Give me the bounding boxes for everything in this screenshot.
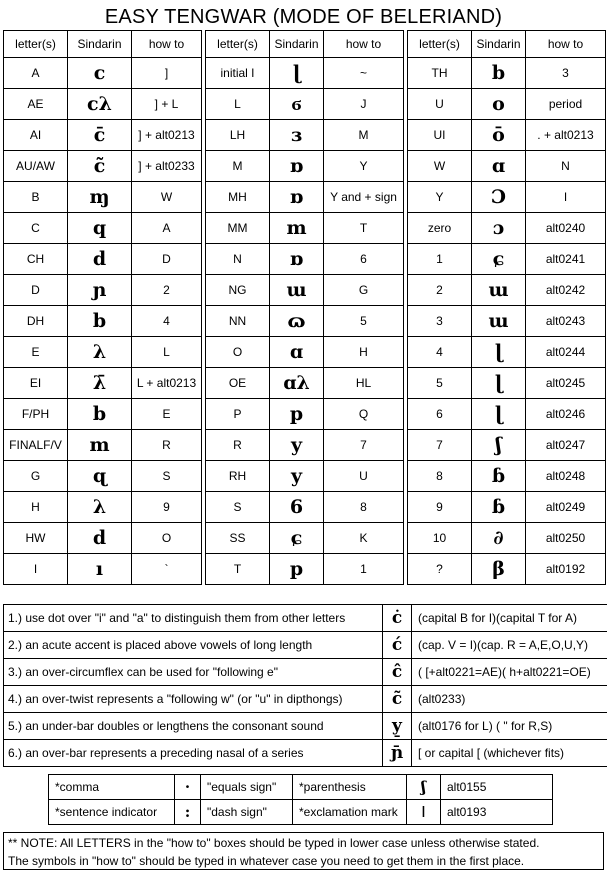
letter-cell: SS [206,523,270,554]
tengwar-glyph: ɭ [270,58,324,89]
how-to-cell: alt0247 [526,430,606,461]
tengwar-glyph: p [270,554,324,585]
punctuation-row [49,775,553,800]
letter-row [206,306,404,337]
note-text: 5.) an under-bar doubles or lengthens the consonant sound [8,719,324,733]
note-row [4,713,607,740]
letter-cell: P [206,399,270,430]
how-to-cell: Y and + sign [324,182,404,213]
punct-label: *sentence indicator [49,800,175,825]
tengwar-glyph: ɲ [68,275,132,306]
letter-row [206,337,404,368]
how-to-cell: Q [324,399,404,430]
letter-cell: initial I [206,58,270,89]
how-to-cell: ` [132,554,202,585]
letter-cell: S [206,492,270,523]
letter-row [408,58,606,89]
how-to-cell: 7 [324,430,404,461]
letter-cell: 6 [408,399,472,430]
how-to-cell: alt0244 [526,337,606,368]
punct-label: *exclamation mark [293,800,407,825]
tengwar-glyph: ɜ [270,120,324,151]
letter-row [4,244,202,275]
letter-cell: W [408,151,472,182]
note-extra: [ or capital [ (whichever fits) [418,746,565,760]
diacritic-notes [3,604,607,767]
how-to-cell: ] + alt0213 [132,120,202,151]
how-to-header: how to [132,31,202,58]
how-to-cell: alt0242 [526,275,606,306]
letter-header: letter(s) [4,31,68,58]
tengwar-glyph: Ɔ [472,182,526,213]
note-text: 2.) an acute accent is placed above vowels of long length [8,638,313,652]
tengwar-glyph: λ [68,337,132,368]
letter-cell: ? [408,554,472,585]
how-to-cell: alt0248 [526,461,606,492]
letter-cell: MM [206,213,270,244]
letter-row [206,120,404,151]
tengwar-glyph: ɭ [472,337,526,368]
punct-keystroke: "equals sign" [201,775,293,800]
how-to-cell: L [132,337,202,368]
tengwar-glyph: m [270,213,324,244]
how-to-cell: 6 [324,244,404,275]
note-row [4,605,607,632]
letter-cell: T [206,554,270,585]
letter-row [4,120,202,151]
punct-symbol: ǀ [407,800,441,825]
letter-row [206,213,404,244]
how-to-cell: alt0192 [526,554,606,585]
letter-cell: 10 [408,523,472,554]
letter-row [206,461,404,492]
tengwar-glyph: ɒ [270,182,324,213]
letter-row [408,368,606,399]
letter-cell: C [4,213,68,244]
letter-cell: AU/AW [4,151,68,182]
how-to-cell: T [324,213,404,244]
how-to-cell: ] + L [132,89,202,120]
letter-cell: MH [206,182,270,213]
tengwar-glyph: ɱ [68,182,132,213]
tengwar-glyph: ϭ [270,89,324,120]
letter-row [4,89,202,120]
letter-row [4,430,202,461]
tengwar-glyph: ɭ [472,368,526,399]
letter-row [408,120,606,151]
how-to-cell: M [324,120,404,151]
tengwar-glyph: ɒ [270,244,324,275]
note-glyph: ɲ̄ [382,740,412,766]
letter-cell: I [4,554,68,585]
tengwar-glyph: m [68,430,132,461]
tengwar-glyph: b [472,58,526,89]
letter-row [408,337,606,368]
how-to-cell: J [324,89,404,120]
letter-cell: U [408,89,472,120]
letter-row [408,275,606,306]
tengwar-glyph: ɯ [270,275,324,306]
tengwar-glyph: ɑ [270,337,324,368]
tengwar-glyph: ō [472,120,526,151]
tengwar-glyph: p [270,399,324,430]
letter-cell: 3 [408,306,472,337]
tengwar-glyph: d [68,244,132,275]
how-to-cell: 5 [324,306,404,337]
how-to-cell: alt0246 [526,399,606,430]
letter-table-2 [205,30,404,585]
letter-row [408,523,606,554]
letter-row [4,58,202,89]
punct-keystroke: "dash sign" [201,800,293,825]
letter-row [408,182,606,213]
note-row [4,659,607,686]
letter-cell: H [4,492,68,523]
letter-row [206,58,404,89]
how-to-cell: U [324,461,404,492]
letter-cell: 2 [408,275,472,306]
letter-cell: 9 [408,492,472,523]
how-to-cell: L + alt0213 [132,368,202,399]
tengwar-glyph: ɑλ [270,368,324,399]
header-row [4,31,202,58]
letter-cell: AI [4,120,68,151]
how-to-cell: HL [324,368,404,399]
letter-cell: 8 [408,461,472,492]
how-to-header: how to [324,31,404,58]
note-extra: ( [+alt0221=AE)( h+alt0221=OE) [418,665,591,679]
letter-cell: O [206,337,270,368]
letter-cell: LH [206,120,270,151]
how-to-cell: alt0245 [526,368,606,399]
letter-cell: G [4,461,68,492]
tengwar-glyph: ∂ [472,523,526,554]
letter-cell: 1 [408,244,472,275]
letter-row [4,306,202,337]
letter-row [206,523,404,554]
letter-row [408,213,606,244]
letter-table-3 [407,30,606,585]
tengwar-glyph: ɕ [270,523,324,554]
letter-cell: L [206,89,270,120]
letter-cell: zero [408,213,472,244]
how-to-cell: ] + alt0233 [132,151,202,182]
letter-row [408,461,606,492]
note-glyph: ĉ [382,659,412,685]
tengwar-glyph: 6 [270,492,324,523]
letter-row [206,399,404,430]
letter-row [4,337,202,368]
footer-note [3,832,604,870]
punct-symbol: ʃ [407,775,441,800]
letter-row [408,399,606,430]
note-text: 3.) an over-circumflex can be used for "following e" [8,665,278,679]
tengwar-glyph: cλ [68,89,132,120]
tengwar-glyph: ɷ [270,306,324,337]
tengwar-glyph: ɔ [472,213,526,244]
how-to-cell: I [526,182,606,213]
footer-line-2: The symbols in "how to" should be typed in whatever case you need to get them in the first place. [8,854,525,868]
letter-row [4,182,202,213]
letter-cell: CH [4,244,68,275]
tengwar-glyph: b [68,306,132,337]
letter-row [4,461,202,492]
letter-cell: 4 [408,337,472,368]
note-glyph: c̃ [382,686,412,712]
punct-label: *parenthesis [293,775,407,800]
letter-row [4,275,202,306]
letter-cell: B [4,182,68,213]
letter-row [206,492,404,523]
letter-cell: HW [4,523,68,554]
letter-cell: E [4,337,68,368]
how-to-cell: 8 [324,492,404,523]
note-text: 6.) an over-bar represents a preceding nasal of a series [8,746,304,760]
letter-cell: M [206,151,270,182]
how-to-cell: alt0241 [526,244,606,275]
letter-cell: A [4,58,68,89]
note-row [4,686,607,713]
how-to-cell: G [324,275,404,306]
letter-cell: N [206,244,270,275]
letter-table-1 [3,30,202,585]
letter-cell: AE [4,89,68,120]
tengwar-glyph: o [472,89,526,120]
note-row [4,740,607,766]
how-to-cell: H [324,337,404,368]
letter-cell: OE [206,368,270,399]
tengwar-glyph: λ [68,492,132,523]
note-glyph: ć [382,632,412,658]
tengwar-glyph: ɕ [472,244,526,275]
letter-cell: NG [206,275,270,306]
letter-row [206,430,404,461]
tengwar-glyph: ɯ [472,306,526,337]
how-to-cell: 1 [324,554,404,585]
how-to-cell: 2 [132,275,202,306]
letter-row [4,213,202,244]
how-to-cell: 9 [132,492,202,523]
letter-header: letter(s) [206,31,270,58]
tengwar-glyph: β [472,554,526,585]
sindarin-header: Sindarin [270,31,324,58]
punct-keystroke: alt0155 [441,775,553,800]
tengwar-glyph: y [270,430,324,461]
how-to-cell: alt0250 [526,523,606,554]
letter-row [4,523,202,554]
tengwar-glyph: ɯ [472,275,526,306]
how-to-header: how to [526,31,606,58]
note-extra: (alt0176 for L) ( " for R,S) [418,719,553,733]
tengwar-glyph: ɑ [472,151,526,182]
how-to-cell: ~ [324,58,404,89]
note-glyph: ċ [382,605,412,631]
letter-cell: 5 [408,368,472,399]
letter-cell: D [4,275,68,306]
letter-cell: DH [4,306,68,337]
letter-row [206,275,404,306]
how-to-cell: D [132,244,202,275]
tengwar-glyph: c [68,58,132,89]
letter-row [408,244,606,275]
letter-row [206,89,404,120]
letter-header: letter(s) [408,31,472,58]
sindarin-header: Sindarin [68,31,132,58]
letter-row [206,244,404,275]
letter-row [4,554,202,585]
note-text: 1.) use dot over "i" and "a" to distinguish them from other letters [8,611,346,625]
tengwar-glyph: ɓ [472,461,526,492]
how-to-cell: alt0240 [526,213,606,244]
tengwar-glyph: b [68,399,132,430]
letter-row [408,151,606,182]
punct-label: *comma [49,775,175,800]
footer-line-1: ** NOTE: All LETTERS in the "how to" boxes should be typed in lower case unless otherwise stated. [8,836,540,850]
punctuation-table [48,774,553,825]
letter-cell: EI [4,368,68,399]
letter-row [408,306,606,337]
sindarin-header: Sindarin [472,31,526,58]
how-to-cell: 3 [526,58,606,89]
note-extra: (capital B for I)(capital T for A) [418,611,577,625]
how-to-cell: . + alt0213 [526,120,606,151]
letter-cell: FINALF/V [4,430,68,461]
how-to-cell: period [526,89,606,120]
tengwar-glyph: λ̄ [68,368,132,399]
note-extra: (alt0233) [418,692,466,706]
how-to-cell: N [526,151,606,182]
tengwar-glyph: c̄ [68,120,132,151]
tengwar-glyph: ɒ [270,151,324,182]
note-extra: (cap. V = I)(cap. R = A,E,O,U,Y) [418,638,589,652]
letter-row [408,492,606,523]
letter-row [206,151,404,182]
tengwar-glyph: ɓ [472,492,526,523]
letter-cell: RH [206,461,270,492]
tengwar-glyph: d [68,523,132,554]
letter-cell: NN [206,306,270,337]
page-title: EASY TENGWAR (MODE OF BELERIAND) [104,6,503,28]
how-to-cell: Y [324,151,404,182]
letter-row [408,89,606,120]
how-to-cell: alt0249 [526,492,606,523]
letter-cell: R [206,430,270,461]
how-to-cell: alt0243 [526,306,606,337]
tengwar-glyph: ɋ [68,461,132,492]
letter-row [4,368,202,399]
how-to-cell: ] [132,58,202,89]
header-row [408,31,606,58]
tengwar-glyph: ı [68,554,132,585]
how-to-cell: O [132,523,202,554]
how-to-cell: 4 [132,306,202,337]
punctuation-row [49,800,553,825]
letter-row [206,182,404,213]
letter-row [4,399,202,430]
tengwar-glyph: ɭ [472,399,526,430]
tengwar-glyph: q [68,213,132,244]
letter-cell: UI [408,120,472,151]
header-row [206,31,404,58]
letter-row [4,492,202,523]
letter-cell: Y [408,182,472,213]
letter-row [408,554,606,585]
letter-row [4,151,202,182]
tengwar-glyph: c̃ [68,151,132,182]
note-text: 4.) an over-twist represents a "following w" (or "u" in dipthongs) [8,692,343,706]
letter-row [206,554,404,585]
how-to-cell: K [324,523,404,554]
letter-cell: 7 [408,430,472,461]
how-to-cell: R [132,430,202,461]
how-to-cell: A [132,213,202,244]
letter-row [408,430,606,461]
letter-row [206,368,404,399]
note-glyph: y̱ [382,713,412,739]
how-to-cell: S [132,461,202,492]
punct-keystroke: alt0193 [441,800,553,825]
letter-cell: F/PH [4,399,68,430]
punct-symbol: · [175,775,201,800]
punct-symbol: : [175,800,201,825]
note-row [4,632,607,659]
how-to-cell: W [132,182,202,213]
letter-cell: TH [408,58,472,89]
how-to-cell: E [132,399,202,430]
tengwar-glyph: y [270,461,324,492]
tengwar-glyph: ʃ [472,430,526,461]
